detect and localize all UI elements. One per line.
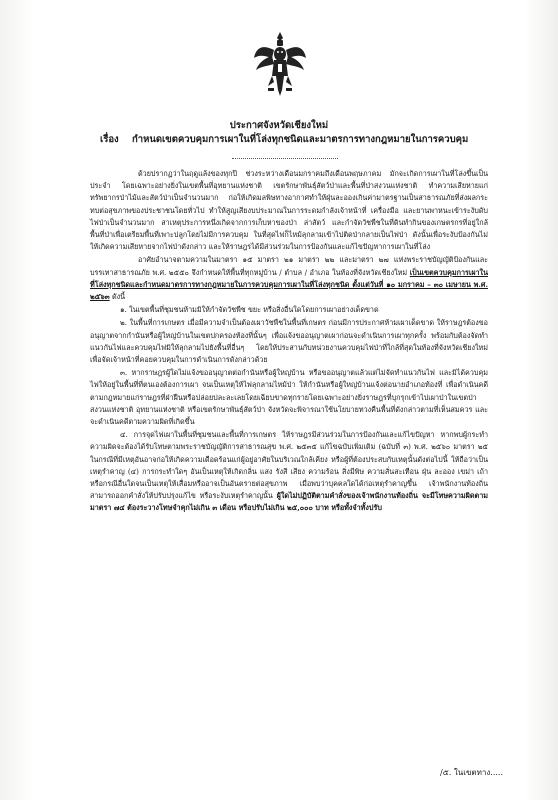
clause-4-text: ๔. การจุดไฟเผาในพื้นที่ชุมชนและพื้นที่การเกษตร ให้ราษฎรมีส่วนร่วมในการป้องกันและแก้ไขปัญหา หากพบผู้กระทำความผิดจะต้องได้รับโทษตามพระราชบัญญัติการสาธารณสุข พ.ศ. ๒๕๓๕ แก้ไขฉบับเพิ่มเติม (ฉบับที่ ๓) พ.ศ. ๒๕๖๐ มาตรา ๒๕ ในกรณีที่มีเหตุอันอาจก่อให้เกิดความเดือดร้อนแก่ผู้อยู่อาศัยในบริเวณใกล้เคียง หรือผู้ที่ต้องประสบกับเหตุนั้นดังต่อไปนี้ ให้ถือว่าเป็นเหตุรำคาญ (๔) การกระทำใดๆ อันเป็นเหตุให้เกิดกลิ่น แสง รังสี เสียง ความร้อน สิ่งมีพิษ ความสั่นสะเทือน ฝุ่น ละออง เขม่า เถ้า หรือกรณีอื่นใดจนเป็นเหตุให้เสื่อมหรืออาจเป็นอันตรายต่อสุขภาพ เมื่อพบว่าบุคคลใดได้ก่อเหตุรำคาญขึ้น เจ้าพนักงานท้องถิ่นสามารถออกคำสั่งให้ปรับปรุงแก้ไข หรือระงับเหตุรำคาญนั้น xyxy=(90,430,488,501)
paragraph-2-tail: ดังนี้ xyxy=(111,292,126,302)
document-subject xyxy=(100,132,468,147)
paragraph-1: ด้วยปรากฏว่าในฤดูแล้งของทุกปี ช่วงระหว่างเดือนมกราคมถึงเดือนพฤษภาคม มักจะเกิดการเผาในที่โล่งขึ้นเป็นประจำ โดยเฉพาะอย่างยิ่งในเขตพื้นที่อุทยานแห่งชาติ เขตรักษาพันธุ์สัตว์ป่าและพื้นที่ป่าสงวนแห่งชาติ ทำความเสียหายแก่ทรัพยากรป่าไม้และสัตว์ป่าเป็นจำนวนมาก ก่อให้เกิดมลพิษทางอากาศทำให้ฝุ่นละอองเกินค่ามาตรฐานเป็นสาธารณภัยที่ส่งผลกระทบต่อสุขภาพของประชาชนโดยทั่วไป ทำให้สูญเสียงบประมาณในการระดมกำลังเจ้าหน้าที่ เครื่องมือ และยานพาหนะเข้าระงับดับไฟป่าเป็นจำนวนมาก สาเหตุประการหนึ่งเกิดจากการเก็บหาของป่า ล่าสัตว์ และกำจัดวัชพืชในที่ดินทำกินของเกษตรกรที่อยู่ใกล้พื้นที่ป่าเพื่อเตรียมพื้นที่เพาะปลูกโดยไม่มีการควบคุม ในที่สุดไฟก็ไหม้ลุกลามเข้าไปติดป่ากลายเป็นไฟป่า ดังนั้นเพื่อระงับป้องกันไม่ให้เกิดความเสียหายจากไฟป่าดังกล่าว และให้ราษฎรได้มีส่วนร่วมในการป้องกันและแก้ไขปัญหาการเผาในที่โล่ง xyxy=(90,169,488,252)
document-body xyxy=(90,168,488,516)
clause-4-penalty: ผู้ใดไม่ปฏิบัติตามคำสั่งของเจ้าพนักงานท้องถิ่น จะมีโทษความผิดตามมาตรา ๗๔ ต้องระวางโทษจำคุกไม่เกิน ๓ เดือน หรือปรับไม่เกิน ๒๕,๐๐๐ บาท หรือทั้งจำทั้งปรับ xyxy=(90,491,488,513)
subject-text: กำหนดเขตควบคุมการเผาในที่โล่งทุกชนิดและมาตรการทางกฎหมายในการควบคุม xyxy=(132,134,469,145)
paragraph-2 xyxy=(90,254,488,303)
document-title: ประกาศจังหวัดเชียงใหม่ xyxy=(229,120,329,131)
paragraph-2-period: เป็นเขตควบคุมการเผาในที่โล่งทุกชนิดและกำหนดมาตรการทางกฎหมายในการควบคุมการเผาในที่โล่งทุกชนิด ตั้งแต่วันที่ ๑๐ มกราคม – ๓๐ เมษายน พ.ศ. ๒๕๖๓ xyxy=(90,267,488,302)
clause-1: ๑. ในเขตพื้นที่ชุมชนห้ามมิให้กำจัดวัชพืช ขยะ หรือสิ่งอื่นใดโดยการเผาอย่างเด็ดขาด xyxy=(120,305,379,315)
subject-label: เรื่อง xyxy=(100,134,119,145)
paragraph-2-authority: อาศัยอำนาจตามความในมาตรา ๑๕ มาตรา ๒๑ มาตรา ๒๒ และมาตรา ๒๗ แห่งพระราชบัญญัติป้องกันและบรรเทาสาธารณภัย พ.ศ. ๒๕๕๐ จึงกำหนดให้พื้นที่ทุกหมู่บ้าน / ตำบล / อำเภอ ในท้องที่จังหวัดเชียงใหม่ xyxy=(90,255,488,277)
clause-2: ๒. ในพื้นที่การเกษตร เมื่อมีความจำเป็นต้องเผาวัชพืชในพื้นที่เกษตร ก่อนมีการประกาศห้ามเผาเด็ดขาด ให้ราษฎรต้องขออนุญาตจากกำนันหรือผู้ใหญ่บ้านในเขตปกครองท้องที่นั้นๆ เพื่อแจ้งขออนุญาตเผาก่อนจะดำเนินการเผาทุกครั้ง พร้อมกับต้องจัดทำแนวกันไฟและควบคุมไฟมิให้ลุกลามไปยังพื้นที่อื่นๆ โดยให้ประสานกับหน่วยงานควบคุมไฟป่าที่ใกล้ที่สุดในท้องที่จังหวัดเชียงใหม่ เพื่อจัดเจ้าหน้าที่คอยควบคุมในการดำเนินการดังกล่าวด้วย xyxy=(90,318,488,365)
divider-dotted xyxy=(232,158,338,159)
continuation-marker: /๕. ในเขตทาง..... xyxy=(440,768,503,777)
garuda-emblem-icon xyxy=(252,30,308,98)
clause-4 xyxy=(90,429,488,514)
clause-3: ๓. หากราษฎรผู้ใดไม่แจ้งขออนุญาตต่อกำนันหรือผู้ใหญ่บ้าน หรือขออนุญาตแล้วแต่ไม่จัดทำแนวกันไฟ และมิได้ควบคุมไฟให้อยู่ในพื้นที่ที่ตนเองต้องการเผา จนเป็นเหตุให้ไฟลุกลามไหม้ป่า ให้กำนันหรือผู้ใหญ่บ้านแจ้งต่อนายอำเภอท้องที่ เพื่อดำเนินคดีตามกฎหมายแก่ราษฎรที่ฝ่าฝืนหรือปล่อยปละละเลยโดยเฉียบขาดทุกรายโดยเฉพาะอย่างยิ่งราษฎรที่บุกรุกเข้าไปเผาป่าในเขตป่าสงวนแห่งชาติ อุทยานแห่งชาติ หรือเขตรักษาพันธุ์สัตว์ป่า จังหวัดจะพิจารณาใช้นโยบายทวงคืนพื้นที่ดังกล่าวตามที่เห็นสมควร และจะดำเนินคดีตามความผิดที่เกิดขึ้น xyxy=(90,368,488,427)
